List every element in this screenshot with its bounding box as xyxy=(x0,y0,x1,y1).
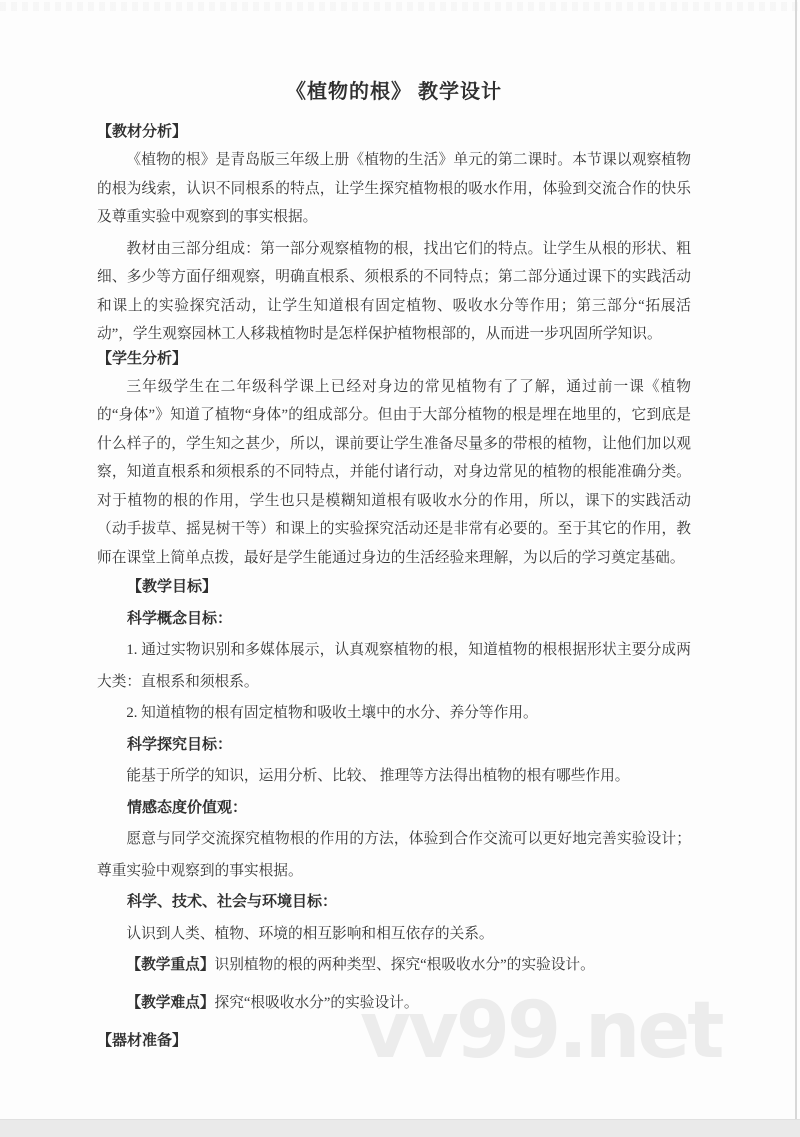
section-heading: 【学生分析】 xyxy=(97,350,188,367)
paragraph: 《植物的根》是青岛版三年级上册《植物的生活》单元的第二课时。本节课以观察植物的根为线索，认识不同根系的特点，让学生探究植物根的吸水作用，体验到交流合作的快乐及尊重实验中观察到的事实根据。 xyxy=(97,152,691,225)
footer-strip xyxy=(0,1119,800,1137)
goal-paragraph: 1. 通过实物识别和多媒体展示，认真观察植物的根，知道植物的根根据形状主要分成两大类：直根系和须根系。 xyxy=(97,642,691,690)
goal-heading: 情感态度价值观： xyxy=(127,799,248,816)
labeled-paragraph xyxy=(97,950,691,982)
document-blocks xyxy=(97,122,691,1052)
page-edge-line xyxy=(795,0,797,1121)
paragraph: 教材由三部分组成：第一部分观察植物的根，找出它们的特点。让学生从根的形状、粗细、多少等方面仔细观察，明确直根系、须根系的不同特点；第二部分通过课下的实践活动和课上的实验探究活动，让学生知道根有固定植物、吸收水分等作用；第三部分“拓展活动”，学生观察园林工人移栽植物时是怎样保护植物根部的，从而进一步巩固所学知识。 xyxy=(97,240,691,342)
section-heading: 【教材分析】 xyxy=(97,124,188,140)
goal-heading: 科学概念目标： xyxy=(127,610,233,627)
goal-heading: 【教学目标】 xyxy=(127,579,218,595)
goal-paragraph: 认识到人类、植物、环境的相互影响和相互依存的关系。 xyxy=(126,925,494,942)
document-body xyxy=(97,78,691,1052)
goal-paragraph: 2. 知道植物的根有固定植物和吸收土壤中的水分、养分等作用。 xyxy=(126,705,538,721)
goal-paragraph: 愿意与同学交流探究植物根的作用的方法，体验到合作交流可以更好地完善实验设计；尊重实验中观察到的事实根据。 xyxy=(97,831,691,879)
goal-heading: 科学探究目标： xyxy=(127,736,233,753)
labeled-paragraph xyxy=(97,988,691,1020)
scan-texture xyxy=(0,2,800,11)
block-text: 识别植物的根的两种类型、探究“根吸收水分”的实验设计。 xyxy=(214,957,595,973)
watermark: vv99.net xyxy=(360,986,722,1076)
block-label: 【教学重点】 xyxy=(126,957,215,973)
section-heading: 【器材准备】 xyxy=(97,1033,188,1049)
block-text: 探究“根吸收水分”的实验设计。 xyxy=(214,994,419,1011)
goal-heading: 科学、技术、社会与环境目标： xyxy=(127,894,338,910)
block-label: 【教学难点】 xyxy=(126,994,215,1011)
paragraph: 三年级学生在二年级科学课上已经对身边的常见植物有了了解，通过前一课《植物的“身体”》知道了植物“身体”的组成部分。但由于大部分植物的根是埋在地里的，它到底是什么样子的，学生知之甚少，所以，课前要让学生准备尽量多的带根的植物，让他们加以观察，知道直根系和须根系的不同特点，并能付诸行动，对身边常见的植物的根能准确分类。对于植物的根的作用，学生也只是模糊知道根有吸收水分的作用，所以，课下的实践活动（动手拔草、摇晃树干等）和课上的实验探究活动还是非常有必要的。至于其它的作用，教师在课堂上简单点拨，最好是学生能通过身边的生活经验来理解，为以后的学习奠定基础。 xyxy=(97,378,691,566)
goal-paragraph: 能基于所学的知识，运用分析、比较、 推理等方法得出植物的根有哪些作用。 xyxy=(126,768,630,784)
page-title: 《植物的根》 教学设计 xyxy=(286,81,502,103)
